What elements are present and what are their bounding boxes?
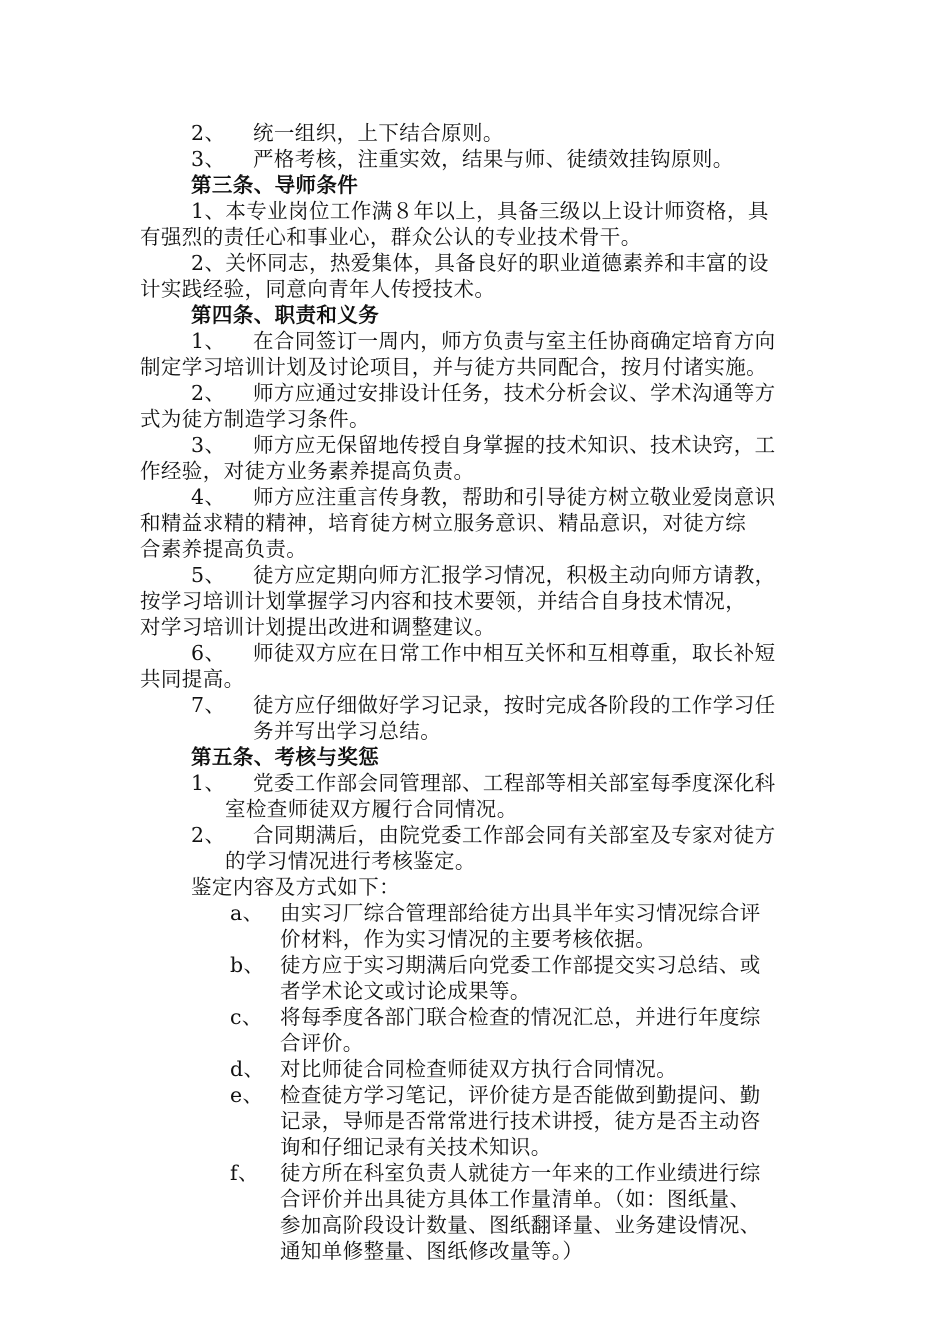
criteria-item-e [140,1082,810,1108]
paragraph-line: 按学习培训计划掌握学习内容和技术要领，并结合自身技术情况， [140,589,747,613]
paragraph-line: 鉴定内容及方式如下： [191,875,400,899]
item-text: 由实习厂综合管理部给徒方出具半年实习情况综合评 [280,901,761,925]
item-letter: b、 [230,953,265,977]
item-number: 3、 [191,147,226,171]
duty-item-6 [140,640,810,666]
paragraph-line: 合评价并出具徒方具体工作量清单。（如：图纸量、 [280,1187,751,1211]
criteria-item-c [140,1004,810,1030]
item-letter: e、 [230,1083,264,1107]
item-text: 统一组织，上下结合原则。 [253,121,504,145]
paragraph-line: 室检查师徒双方履行合同情况。 [225,797,518,821]
section-heading-5: 第五条、考核与奖惩 [191,745,380,769]
document-page [140,120,810,1264]
principle-item-2 [140,120,810,146]
section-heading-3: 第三条、导师条件 [191,173,359,197]
section-heading-4: 第四条、职责和义务 [191,303,380,327]
item-number: 2、 [191,823,226,847]
item-text: 师方应注重言传身教，帮助和引导徒方树立敬业爱岗意识 [253,485,776,509]
paragraph-line: 务并写出学习总结。 [253,719,442,743]
item-text: 合同期满后，由院党委工作部会同有关部室及专家对徒方 [253,823,776,847]
paragraph-line: 通知单修整量、图纸修改量等。） [280,1239,584,1263]
item-number: 2、 [191,381,226,405]
paragraph-line: 计实践经验，同意向青年人传授技术。 [140,277,496,301]
duty-item-4 [140,484,810,510]
item-number: 4、 [191,485,226,509]
paragraph-line: 制定学习培训计划及讨论项目，并与徒方共同配合，按月付诸实施。 [140,355,767,379]
paragraph-line: 有强烈的责任心和事业心，群众公认的专业技术骨干。 [140,225,642,249]
item-text: 将每季度各部门联合检查的情况汇总，并进行年度综 [280,1005,761,1029]
paragraph-line: 参加高阶段设计数量、图纸翻译量、业务建设情况、 [280,1213,761,1237]
criteria-item-d [140,1056,810,1082]
paragraph-line: 合评价。 [280,1031,364,1055]
paragraph-line: 2、关怀同志，热爱集体，具备良好的职业道德素养和丰富的设 [191,251,769,275]
paragraph-line: 记录，导师是否常常进行技术讲授，徒方是否主动咨 [280,1109,761,1133]
paragraph-line: 对学习培训计划提出改进和调整建议。 [140,615,496,639]
item-letter: d、 [230,1057,265,1081]
item-text: 徒方应定期向师方汇报学习情况，积极主动向师方请教， [253,563,776,587]
criteria-item-f [140,1160,810,1186]
item-text: 严格考核，注重实效，结果与师、徒绩效挂钩原则。 [253,147,734,171]
paragraph-line: 价材料，作为实习情况的主要考核依据。 [280,927,657,951]
duty-item-1 [140,328,810,354]
item-text: 师方应无保留地传授自身掌握的技术知识、技术诀窍，工 [253,433,776,457]
item-letter: f、 [230,1161,259,1185]
paragraph-line: 询和仔细记录有关技术知识。 [280,1135,552,1159]
item-text: 徒方所在科室负责人就徒方一年来的工作业绩进行综 [280,1161,761,1185]
item-text: 对比师徒合同检查师徒双方执行合同情况。 [280,1057,678,1081]
item-text: 徒方应于实习期满后向党委工作部提交实习总结、或 [280,953,761,977]
item-text: 师徒双方应在日常工作中相互关怀和互相尊重，取长补短 [253,641,776,665]
item-number: 6、 [191,641,226,665]
item-text: 检查徒方学习笔记，评价徒方是否能做到勤提问、勤 [280,1083,761,1107]
criteria-item-b [140,952,810,978]
item-text: 党委工作部会同管理部、工程部等相关部室每季度深化科 [253,771,776,795]
paragraph-line: 作经验，对徒方业务素养提高负责。 [140,459,475,483]
paragraph-line: 式为徒方制造学习条件。 [140,407,370,431]
assessment-item-1 [140,770,810,796]
duty-item-3 [140,432,810,458]
principle-item-3 [140,146,810,172]
paragraph-line: 1、本专业岗位工作满８年以上，具备三级以上设计师资格，具 [191,199,769,223]
item-text: 在合同签订一周内，师方负责与室主任协商确定培育方向 [253,329,776,353]
item-letter: c、 [230,1005,263,1029]
duty-item-2 [140,380,810,406]
duty-item-5 [140,562,810,588]
duty-item-7 [140,692,810,718]
item-text: 徒方应仔细做好学习记录，按时完成各阶段的工作学习任 [253,693,776,717]
item-number: 3、 [191,433,226,457]
item-number: 1、 [191,771,226,795]
assessment-item-2 [140,822,810,848]
paragraph-line: 合素养提高负责。 [140,537,308,561]
item-text: 师方应通过安排设计任务，技术分析会议、学术沟通等方 [253,381,776,405]
paragraph-line: 的学习情况进行考核鉴定。 [225,849,476,873]
paragraph-line: 者学术论文或讨论成果等。 [280,979,531,1003]
paragraph-line: 和精益求精的精神，培育徒方树立服务意识、精品意识，对徒方综 [140,511,747,535]
item-letter: a、 [230,901,264,925]
item-number: 2、 [191,121,226,145]
paragraph-line: 共同提高。 [140,667,245,691]
item-number: 5、 [191,563,226,587]
item-number: 1、 [191,329,226,353]
criteria-item-a [140,900,810,926]
item-number: 7、 [191,693,226,717]
